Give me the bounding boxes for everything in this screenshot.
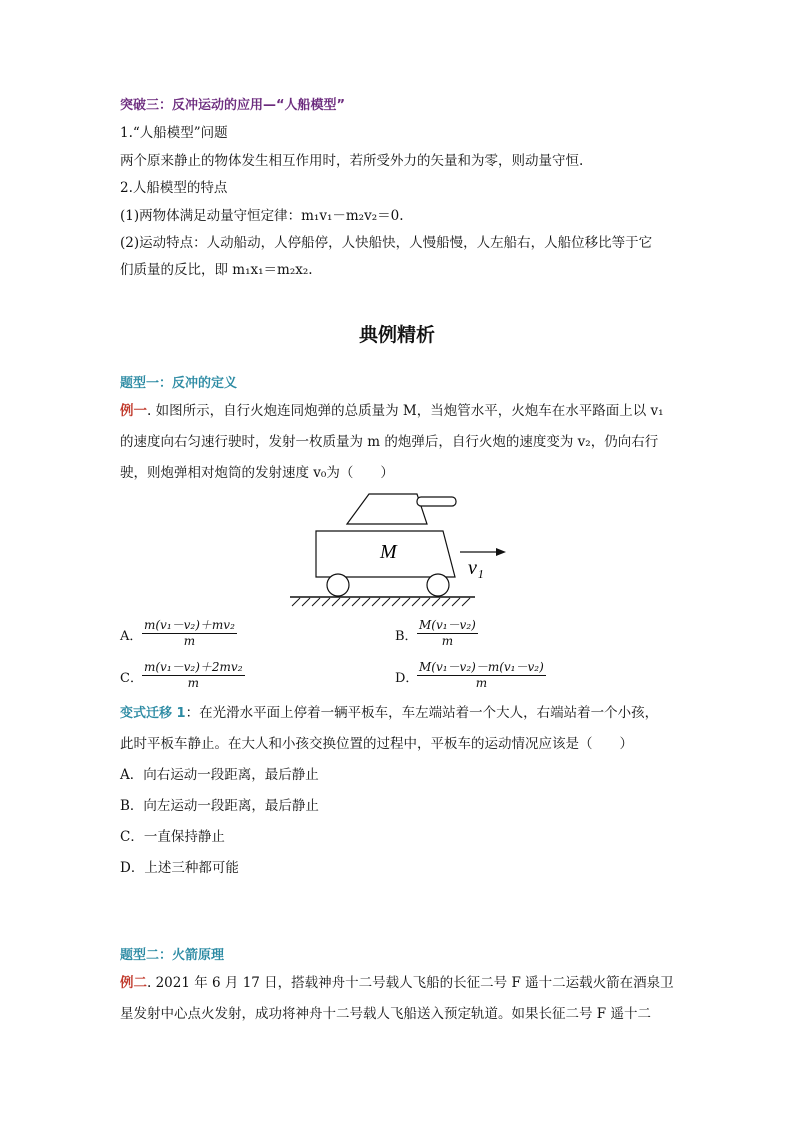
- example2-label: 例二: [120, 975, 147, 991]
- section-heading: 典例精析: [358, 324, 435, 346]
- question-text: 此时平板车静止。在大人和小孩交换位置的过程中，平板车的运动情况应该是（ ）: [120, 736, 633, 752]
- ground-hatching: [292, 598, 470, 606]
- variant1-line: [120, 703, 658, 724]
- paragraph: 2.人船模型的特点: [120, 180, 228, 196]
- paragraph: 两个原来静止的物体发生相互作用时，若所受外力的矢量和为零，则动量守恒.: [120, 153, 584, 169]
- tank-turret: [347, 494, 427, 524]
- choice-b: B．向左运动一段距离，最后静止: [120, 798, 319, 814]
- arrow-head: [496, 548, 506, 556]
- option-a-fraction: $\frac{\text{m(v₁－v₂)＋mv₂}}{m}$: [144, 618, 235, 648]
- choice-c: C．一直保持静止: [120, 829, 225, 845]
- velocity-label: v₁: [468, 557, 484, 579]
- section3-title: 突破三：反冲运动的应用—“人船模型”: [120, 98, 346, 113]
- option-c-key: C．: [120, 671, 143, 686]
- option-b-fraction: $\frac{\text{M(v₁－v₂)}}{m}$: [419, 618, 476, 648]
- left-wheel: [327, 574, 349, 596]
- option-a-key: A．: [120, 629, 143, 644]
- type2-label: 题型二：火箭原理: [120, 948, 225, 963]
- question-text: . 2021 年 6 月 17 日，搭载神舟十二号载人飞船的长征二号 F 遥十二运载火箭在酒泉卫: [147, 975, 674, 991]
- paragraph: 1.“人船模型”问题: [120, 125, 228, 141]
- tank-figure: [280, 488, 520, 610]
- choice-d: D．上述三种都可能: [120, 860, 239, 876]
- question-text: 星发射中心点火发射，成功将神舟十二号载人飞船送入预定轨道。如果长征二号 F 遥十二: [120, 1006, 651, 1022]
- variant1-label: 变式迁移 1: [120, 706, 186, 721]
- example1-line: [120, 401, 664, 421]
- question-text: ：在光滑水平面上停着一辆平板车，车左端站着一个大人，右端站着一个小孩，: [185, 705, 659, 721]
- paragraph: 们质量的反比，即 m₁x₁＝m₂x₂.: [120, 262, 313, 278]
- option-d-fraction: $\frac{\text{M(v₁－v₂)－m(v₁－v₂)}}{m}$: [419, 660, 544, 690]
- right-wheel: [427, 574, 449, 596]
- paragraph: (1)两物体满足动量守恒定律：m₁v₁－m₂v₂＝0.: [120, 208, 404, 224]
- question-text: 的速度向右匀速行驶时，发射一枚质量为 m 的炮弹后，自行火炮的速度变为 v₂，仍向右行: [120, 434, 659, 450]
- example1-label: 例一: [120, 403, 147, 419]
- type1-label: 题型一：反冲的定义: [120, 376, 238, 391]
- choice-a: A．向右运动一段距离，最后静止: [120, 767, 319, 783]
- option-d-key: D．: [395, 671, 419, 686]
- question-text: . 如图所示，自行火炮连同炮弹的总质量为 M，当炮管水平，火炮车在水平路面上以 v₁: [147, 403, 664, 419]
- example2-line: [120, 973, 674, 993]
- option-c-fraction: $\frac{\text{m(v₁－v₂)＋2mv₂}}{m}$: [144, 660, 243, 690]
- tank-barrel: [417, 497, 456, 506]
- paragraph: (2)运动特点：人动船动，人停船停，人快船快，人慢船慢，人左船右，人船位移比等于它: [120, 235, 653, 251]
- mass-label: M: [380, 541, 397, 563]
- question-text: 驶，则炮弹相对炮筒的发射速度 v₀为（ ）: [120, 465, 394, 481]
- option-b-key: B．: [395, 629, 418, 644]
